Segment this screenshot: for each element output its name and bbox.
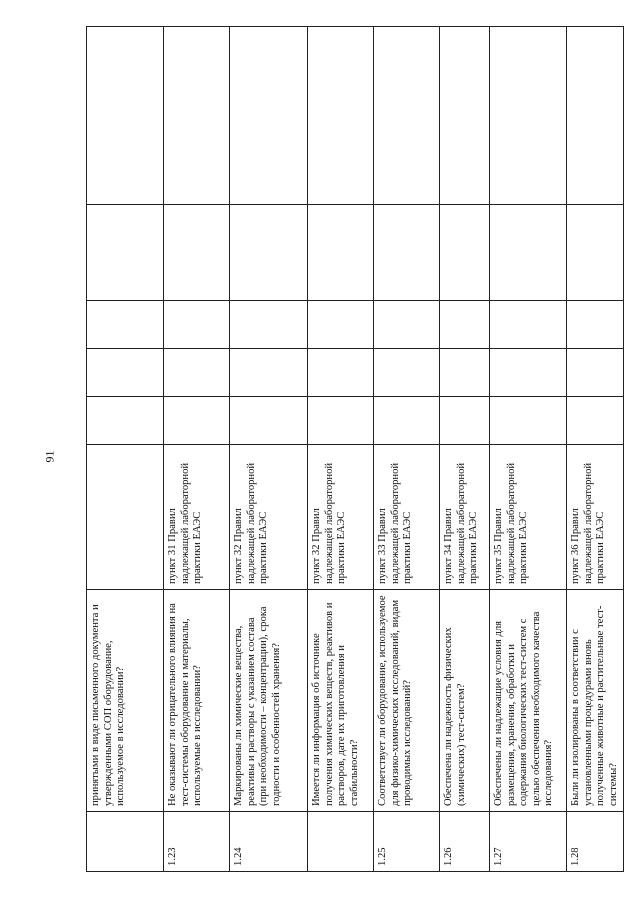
notes-cell: [374, 27, 440, 205]
notes-cell: [87, 27, 164, 205]
notes-cell: [230, 27, 308, 205]
notes-cell: [308, 27, 374, 205]
reference-cell: [374, 205, 440, 301]
reference-cell: [440, 205, 490, 301]
table-row: [87, 27, 164, 872]
table-row: [230, 27, 308, 872]
answer-cell-na: [567, 301, 624, 349]
table-row: [490, 27, 567, 872]
row-number: [308, 812, 374, 872]
requirement-cell: пункт 35 Правил надлежащей лабораторной практики ЕАЭС: [490, 445, 567, 590]
notes-cell: [440, 27, 490, 205]
row-number: 1.25: [374, 812, 440, 872]
answer-cell-yes: [230, 397, 308, 445]
requirement-cell: пункт 31 Правил надлежащей лабораторной практики ЕАЭС: [164, 445, 230, 590]
row-number: [87, 812, 164, 872]
answer-cell-no: [490, 349, 567, 397]
reference-cell: [308, 205, 374, 301]
checklist-table: [86, 26, 624, 872]
answer-cell-no: [87, 349, 164, 397]
page-number: 91: [42, 450, 57, 463]
answer-cell-yes: [374, 397, 440, 445]
question-cell: принятыми в виде письменного документа и утвержденными СОП оборудование, используемое в исследовании?: [87, 590, 164, 812]
answer-cell-no: [230, 349, 308, 397]
row-number: 1.26: [440, 812, 490, 872]
notes-cell: [567, 27, 624, 205]
reference-cell: [567, 205, 624, 301]
answer-cell-yes: [164, 397, 230, 445]
requirement-cell: [87, 445, 164, 590]
answer-cell-yes: [308, 397, 374, 445]
answer-cell-na: [490, 301, 567, 349]
table-row: [374, 27, 440, 872]
answer-cell-yes: [440, 397, 490, 445]
table-row: [567, 27, 624, 872]
answer-cell-yes: [567, 397, 624, 445]
requirement-cell: пункт 36 Правил надлежащей лабораторной практики ЕАЭС: [567, 445, 624, 590]
notes-cell: [164, 27, 230, 205]
requirement-cell: пункт 33 Правил надлежащей лабораторной практики ЕАЭС: [374, 445, 440, 590]
requirement-cell: пункт 32 Правил надлежащей лабораторной практики ЕАЭС: [308, 445, 374, 590]
row-number: 1.23: [164, 812, 230, 872]
reference-cell: [230, 205, 308, 301]
checklist-table-rotated: [86, 27, 619, 872]
answer-cell-no: [164, 349, 230, 397]
reference-cell: [164, 205, 230, 301]
answer-cell-no: [374, 349, 440, 397]
answer-cell-no: [308, 349, 374, 397]
table-row: [440, 27, 490, 872]
question-cell: Обеспечены ли надлежащие условия для размещения, хранения, обработки и содержания биологических тест-систем с целью обеспечения необходимого качества исследования?: [490, 590, 567, 812]
answer-cell-na: [374, 301, 440, 349]
answer-cell-na: [440, 301, 490, 349]
row-number: 1.28: [567, 812, 624, 872]
question-cell: Маркированы ли химические вещества, реактивы и растворы с указанием состава (при необходимости – концентрации), срока годности и особенностей хранения?: [230, 590, 308, 812]
answer-cell-yes: [490, 397, 567, 445]
row-number: 1.24: [230, 812, 308, 872]
reference-cell: [490, 205, 567, 301]
answer-cell-no: [440, 349, 490, 397]
answer-cell-na: [308, 301, 374, 349]
answer-cell-na: [87, 301, 164, 349]
row-number: 1.27: [490, 812, 567, 872]
answer-cell-na: [230, 301, 308, 349]
reference-cell: [87, 205, 164, 301]
question-cell: Обеспечена ли надежность физических (химических) тест-систем?: [440, 590, 490, 812]
question-cell: Соответствует ли оборудование, используемое для физико-химических исследований, видам проводимых исследований?: [374, 590, 440, 812]
notes-cell: [490, 27, 567, 205]
answer-cell-yes: [87, 397, 164, 445]
table-row: [308, 27, 374, 872]
answer-cell-no: [567, 349, 624, 397]
question-cell: Были ли изолированы в соответствии с установленными процедурами вновь полученные животные и растительные тест-системы?: [567, 590, 624, 812]
question-cell: Не оказывают ли отрицательного влияния на тест-системы оборудование и материалы, используемые в исследовании?: [164, 590, 230, 812]
requirement-cell: пункт 34 Правил надлежащей лабораторной практики ЕАЭС: [440, 445, 490, 590]
answer-cell-na: [164, 301, 230, 349]
question-cell: Имеется ли информация об источнике получения химических веществ, реактивов и растворов, дате их приготовления и стабильности?: [308, 590, 374, 812]
table-row: [164, 27, 230, 872]
requirement-cell: пункт 32 Правил надлежащей лабораторной практики ЕАЭС: [230, 445, 308, 590]
